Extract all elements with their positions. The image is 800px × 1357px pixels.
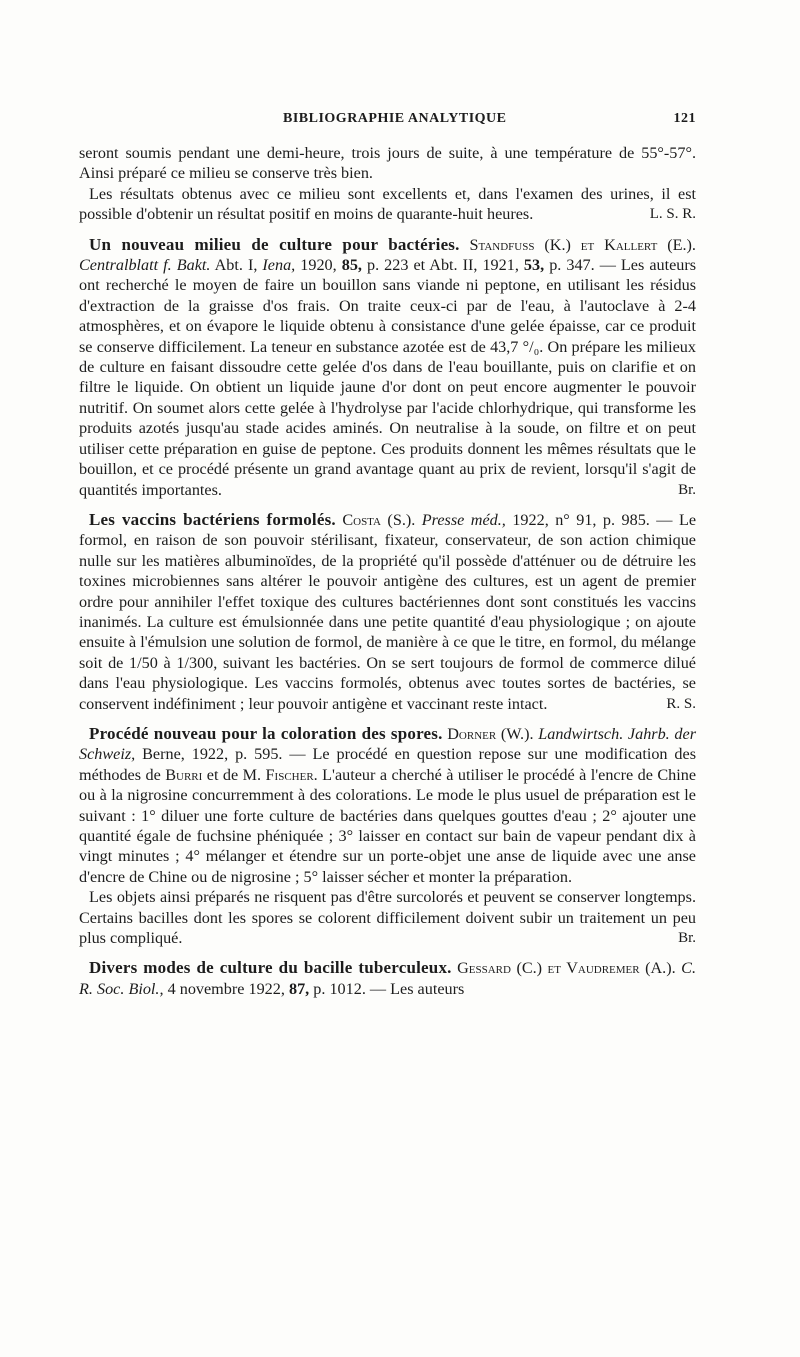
- entry2-ref-a: 1922, n° 91, p. 985. —: [512, 510, 673, 529]
- page-number: 121: [673, 111, 696, 126]
- entry1-signature: Br.: [678, 481, 696, 498]
- entry3-text-b: et de M.: [206, 765, 262, 784]
- entry4-author: Gessard (C.) et Vaudremer (A.).: [457, 959, 676, 978]
- spacer: [79, 714, 696, 724]
- entry2-title: Les vaccins bactériens formolés.: [89, 509, 336, 529]
- entry4-text: Les auteurs: [390, 979, 465, 998]
- entry0-text: seront soumis pendant une demi-heure, trois jours de suite, à une température de 55°-57°. Ainsi préparé ce milieu se conserve très bien.: [79, 144, 696, 183]
- entry1-ref-b: 1920,: [300, 256, 337, 275]
- header-title: BIBLIOGRAPHIE ANALYTIQUE: [283, 111, 507, 126]
- entry1-author: Standfuss (K.) et Kallert (E.).: [469, 235, 696, 254]
- entry2: [79, 510, 696, 714]
- entry1-journal: Centralblatt f. Bakt.: [79, 256, 211, 275]
- entry2-author: Costa (S.).: [342, 510, 416, 529]
- entry4-ref-b: p. 1012. —: [313, 979, 387, 998]
- entry1-volume-2: 53,: [523, 256, 545, 275]
- entry1-title: Un nouveau milieu de culture pour bactéries.: [89, 234, 460, 254]
- entry3-text-a: Le procédé en question repose sur une modification des méthodes de: [79, 745, 697, 784]
- entry0-signature: L. S. R.: [649, 206, 696, 223]
- entry2-signature: R. S.: [666, 695, 696, 712]
- entry3-journal: Landwirtsch. Jahrb. der Schweiz,: [79, 724, 696, 764]
- entry4-title: Divers modes de culture du bacille tuberculeux.: [89, 958, 452, 978]
- entry3-ref-a: Berne, 1922, p. 595. —: [142, 745, 306, 764]
- entry0-paragraph-2: [79, 184, 696, 225]
- entry4-journal: C. R. Soc. Biol.,: [79, 959, 697, 998]
- entry1: [79, 235, 696, 500]
- entry3-signature: Br.: [678, 930, 696, 947]
- entry3-author: Dorner (W.).: [447, 724, 534, 743]
- entry3-name-b: Fischer.: [265, 765, 318, 784]
- entry3-text-2: Les objets ainsi préparés ne risquent pas d'être surcolorés et peuvent se conserver longtemps. Certains bacilles dont les spores se colorent difficilement doivent subir un traitement un peu plus compliqué.: [79, 888, 696, 948]
- spacer: [79, 948, 696, 958]
- entry3-paragraph-2: [79, 887, 696, 948]
- entry1-ref-c: p. 223 et Abt. II, 1921,: [366, 256, 519, 275]
- entry0-paragraph: [79, 143, 696, 184]
- entry2-text: Le formol, en raison de son pouvoir stérilisant, fixateur, conservateur, de son action chimique nulle sur les matières albuminoïdes, de la propriété qu'il possède d'atténuer ou de détruire les toxines microbiennes sans altérer le pouvoir antigène des cultures, est un agent de premier ordre pour annihiler l'effet toxique des cultures bactériennes dont sont constitués les vaccins inanimés. La culture est émulsionnée dans une petite quantité d'eau physiologique ; on ajoute ensuite à l'émulsion une solution de formol, de manière à ce que le titre, en formol, du mélange soit de 1/50 à 1/300, suivant les bactéries. On se sert toujours de formol de commerce dilué dans l'eau physiologique. Les vaccins formolés, obtenus avec toutes sortes de bactéries, se conservent indéfiniment ; leur pouvoir antigène et vaccinant reste intact.: [79, 510, 697, 713]
- entry0-text-2: Les résultats obtenus avec ce milieu sont excellents et, dans l'examen des urines, il est possible d'obtenir un résultat positif en moins de quarante-huit heures.: [79, 184, 696, 224]
- entry1-city: Iena,: [262, 256, 296, 275]
- entry3-name-a: Burri: [165, 765, 203, 784]
- entry4: [79, 958, 696, 999]
- entry2-journal: Presse méd.,: [421, 510, 506, 529]
- spacer: [79, 500, 696, 510]
- entry4-volume: 87,: [288, 979, 310, 998]
- entry3-text-c: L'auteur a cherché à utiliser le procédé à l'encre de Chine ou à la nigrosine concurremment à des colorations. Le mode le plus usuel de préparation est le suivant : 1° diluer une forte culture de bactéries dans quelques gouttes d'eau ; 2° ajouter une quantité égale de fuchsine phéniquée ; 3° laisser en contact sur bain de vapeur pendant dix à vingt minutes ; 4° mélanger et étendre sur un porte-objet une anse de liquide avec une anse d'encre de Chine ou de nigrosine ; 5° laisser sécher et monter la préparation.: [79, 765, 697, 886]
- entry1-text: Les auteurs ont recherché le moyen de faire un bouillon sans viande ni peptone, en utilisant les résidus d'extraction de la graisse d'os frais. On traite ceux-ci par de l'eau, à l'autoclave à 2-4 atmosphères, et on évapore le liquide obtenu à consistance d'une gelée épaisse, car ce produit se conserve difficilement. La teneur en substance azotée est de 43,7 °/₀. On prépare les milieux de culture en faisant dissoudre cette gelée d'os dans de l'eau bouillante, puis on clarifie et on filtre le liquide. On obtient un liquide jaune d'or dont on peut encore augmenter le pouvoir nutritif. On soumet alors cette gelée à l'hydrolyse par l'acide chlorhydrique, qui transforme les produits azotés jusqu'au stade acides aminés. On neutralise à la soude, on filtre et on peut utiliser cette préparation en guise de peptone. Ces produits donnent les mêmes résultats que le bouillon, et ce procédé présente un grand avantage quant au prix de revient, lorsqu'il s'agit de quantités importantes.: [79, 256, 697, 499]
- entry1-volume: 85,: [341, 256, 362, 275]
- entry3: [79, 724, 696, 887]
- entry3-title: Procédé nouveau pour la coloration des spores.: [89, 723, 443, 743]
- article-body: [79, 143, 696, 999]
- running-header: [80, 111, 696, 131]
- entry4-ref-a: 4 novembre 1922,: [167, 979, 285, 998]
- entry1-ref-d: p. 347. —: [549, 256, 616, 275]
- spacer: [79, 225, 696, 235]
- entry1-ref-a: Abt. I,: [214, 256, 258, 275]
